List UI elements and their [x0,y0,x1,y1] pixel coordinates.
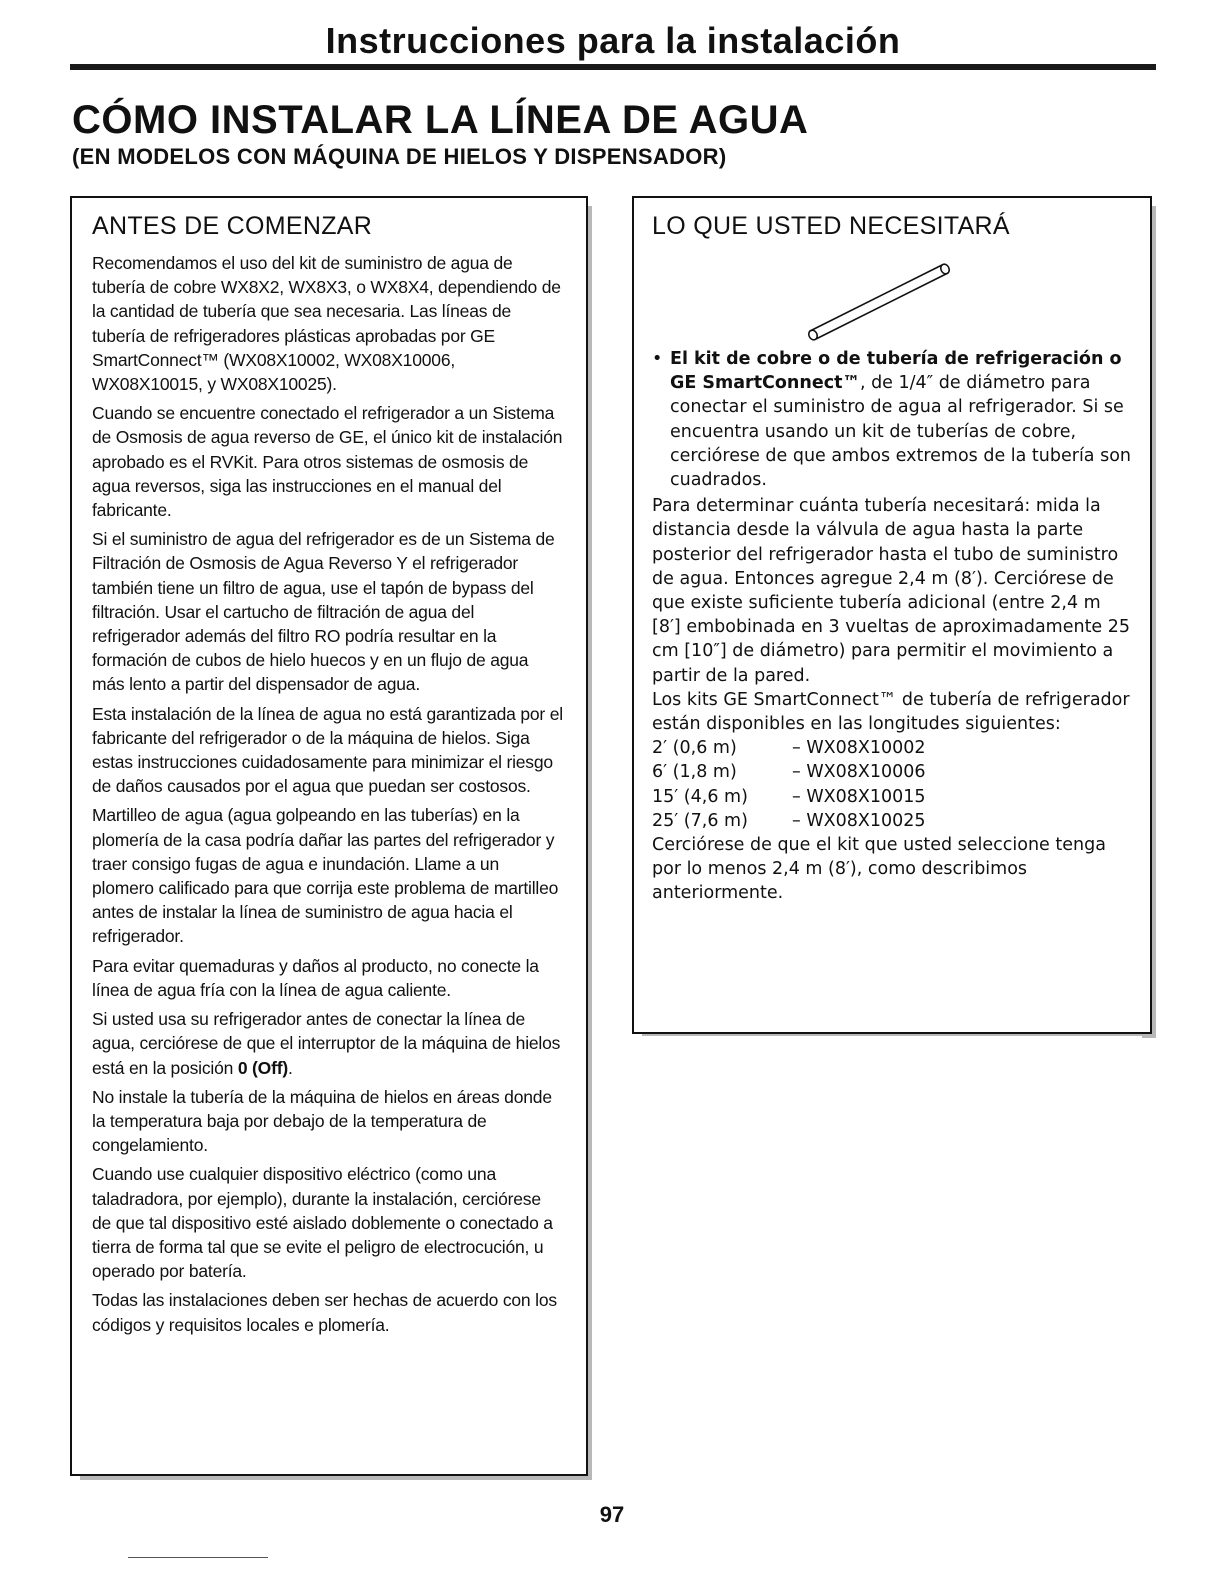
kit-model: – WX08X10015 [792,786,926,807]
kits-list [652,736,1132,833]
paragraph: Recomendamos el uso del kit de suministro de agua de tubería de cobre WX8X2, WX8X3, o WX8X4, dependiendo de la cantidad de tubería que sea necesaria. Las líneas de tubería de refrigeradores plásticas aprobadas por GE SmartConnect™ (WX08X10002, WX08X10006, WX08X10015, y WX08X10025). [92,253,561,395]
paragraph: Todas las instalaciones deben ser hechas de acuerdo con los códigos y requisitos locales e plomería. [92,1290,557,1335]
kits-intro: Los kits GE SmartConnect™ de tubería de refrigerador están disponibles en las longitudes siguientes: [652,689,1130,735]
paragraph: Cuando se encuentre conectado el refrigerador a un Sistema de Osmosis de agua reverso de GE, el único kit de instalación aprobado es el RVKit. Para otros sistemas de osmosis de agua reversos, siga las instrucciones en el manual del fabricante. [92,403,563,521]
main-title: CÓMO INSTALAR LA LÍNEA DE AGUA [72,98,809,142]
kit-length: 6′ (1,8 m) [652,762,737,783]
kit-length: 15′ (4,6 m) [652,786,748,807]
page-number: 97 [599,1502,625,1527]
bullet-symbol: • [652,349,663,369]
kit-length: 2′ (0,6 m) [652,738,737,759]
switch-text: Si usted usa su refrigerador antes de conectar la línea de agua, cerciórese de que el interruptor de la máquina de hielos está en la posición [92,1009,561,1078]
sub-title: (EN MODELOS CON MÁQUINA DE HIELOS Y DISPENSADOR) [72,144,727,169]
what-you-need-heading: LO QUE USTED NECESITARÁ [652,212,1010,240]
closing-paragraph: Cerciórese de que el kit que usted seleccione tenga por lo menos 2,4 m (8′), como describimos anteriormente. [652,835,1106,904]
kit-length: 25′ (7,6 m) [652,810,748,831]
kit-row [652,785,1132,809]
kit-model: – WX08X10002 [792,738,926,759]
kit-row [652,809,1132,833]
what-you-need-box [632,196,1152,1034]
tubing-kit-name: El kit de cobre o de tubería de refrigeración o GE SmartConnect™ [670,349,1122,394]
kit-row [652,736,1132,760]
measure-paragraph: Para determinar cuánta tubería necesitará: mida la distancia desde la válvula de agua hasta la parte posterior del refrigerador hasta el tubo de suministro de agua. Entonces agregue 2,4 m (8′). Cerciórese de que existe suficiente tubería adicional (entre 2,4 m [8′] embobinada en 3 vueltas de aproximadamente 25 cm [10″] de diámetro) para permitir el movimiento a partir de la pared. [652,496,1131,686]
switch-off-label: 0 (Off) [237,1057,288,1078]
paragraph: Cuando use cualquier dispositivo eléctrico (como una taladradora, por ejemplo), durante la instalación, cerciórese de que tal dispositivo esté aislado doblemente o conectado a tierra de forma tal que se evite el peligro de electrocución, u operado por batería. [92,1164,553,1282]
switch-paragraph [92,1007,564,1080]
paragraph: Martilleo de agua (agua golpeando en las tuberías) en la plomería de la casa podría dañar las partes del refrigerador y traer consigo fugas de agua e inundación. Llame a un plomero calificado para que corrija este problema de martilleo antes de instalar la línea de suministro de agua hacia el refrigerador. [92,805,559,947]
kit-model: – WX08X10025 [792,810,926,831]
switch-end: . [287,1057,293,1078]
before-you-begin-text [92,251,564,1337]
page-header-title: Instrucciones para la instalación [325,20,901,61]
tubing-illustration-icon [802,251,962,347]
before-you-begin-heading: ANTES DE COMENZAR [92,212,373,240]
tubing-kit-description: , de 1/4″ de diámetro para conectar el suministro de agua al refrigerador. Si se encuentra usando un kit de tuberías de cobre, cerciórese de que ambos extremos de la tubería son cuadrados. [670,373,1132,491]
paragraph: Para evitar quemaduras y daños al producto, no conecte la línea de agua fría con la línea de agua caliente. [92,955,539,1000]
kit-model: – WX08X10006 [792,762,926,783]
header-rule [70,64,1156,70]
paragraph: No instale la tubería de la máquina de hielos en áreas donde la temperatura baja por debajo de la temperatura de congelamiento. [92,1086,552,1156]
paragraph: Esta instalación de la línea de agua no está garantizada por el fabricante del refrigerador o de la máquina de hielos. Siga estas instrucciones cuidadosamente para minimizar el riesgo de daños causados por el agua que puedan ser costosos. [92,703,563,797]
paragraph: Si el suministro de agua del refrigerador es de un Sistema de Filtración de Osmosis de Agua Reverso Y el refrigerador también tiene un filtro de agua, use el tapón de bypass del filtración. Usar el cartucho de filtración de agua del refrigerador además del filtro RO podría resultar en la formación de cubos de hielo huecos y en un flujo de agua más lento a partir del dispensador de agua. [92,529,555,695]
footer-line [128,1557,268,1558]
kit-row [652,760,1132,784]
what-you-need-text [652,347,1132,906]
tubing-kit-bullet [652,347,1132,492]
before-you-begin-box [70,196,588,1476]
